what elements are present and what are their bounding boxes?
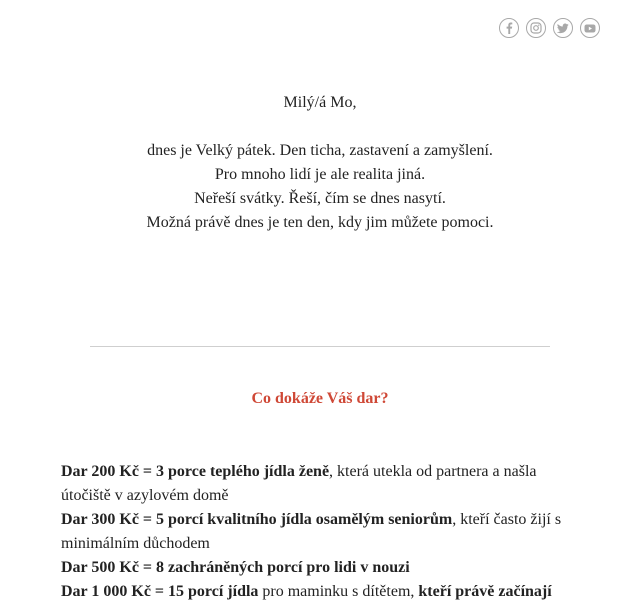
- donation-amount: Dar 500 Kč = 8 zachráněných porcí pro lidi v nouzi: [61, 559, 410, 576]
- divider: [90, 346, 550, 347]
- section-heading: Co dokáže Váš dar?: [251, 390, 389, 407]
- donation-amount: Dar 300 Kč = 5 porcí kvalitního jídla osamělým seniorům: [61, 511, 453, 528]
- donation-list: [61, 460, 581, 600]
- donation-amount: Dar 1 000 Kč = 15 porcí jídla: [61, 583, 259, 600]
- donation-item: [61, 460, 581, 508]
- donation-description: , která utekla od partnera a našla útočiště v azylovém domě: [61, 463, 537, 504]
- intro-line: dnes je Velký pátek. Den ticha, zastavení a zamyšlení.: [147, 142, 493, 159]
- donation-description: pro maminku s dítětem,: [258, 583, 419, 600]
- intro-line: Pro mnoho lidí je ale realita jiná.: [214, 166, 426, 183]
- donation-item: [61, 556, 581, 580]
- greeting: Milý/á Mo,: [283, 94, 357, 111]
- intro-line: Neřeší svátky. Řeší, čím se dnes nasytí.: [194, 190, 446, 207]
- twitter-icon[interactable]: [553, 18, 573, 38]
- social-links: [499, 18, 600, 38]
- donation-description: , kteří často žijí s minimálním důchodem: [61, 511, 562, 552]
- instagram-icon[interactable]: [526, 18, 546, 38]
- donation-item: [61, 580, 581, 600]
- donation-emphasis: kteří právě začínají: [418, 583, 552, 600]
- donation-amount: Dar 200 Kč = 3 porce teplého jídla ženě: [61, 463, 330, 480]
- intro-text: [0, 141, 640, 237]
- facebook-icon[interactable]: [499, 18, 519, 38]
- youtube-icon[interactable]: [580, 18, 600, 38]
- intro-line: Možná právě dnes je ten den, kdy jim můžete pomoci.: [146, 214, 494, 231]
- donation-item: [61, 508, 581, 556]
